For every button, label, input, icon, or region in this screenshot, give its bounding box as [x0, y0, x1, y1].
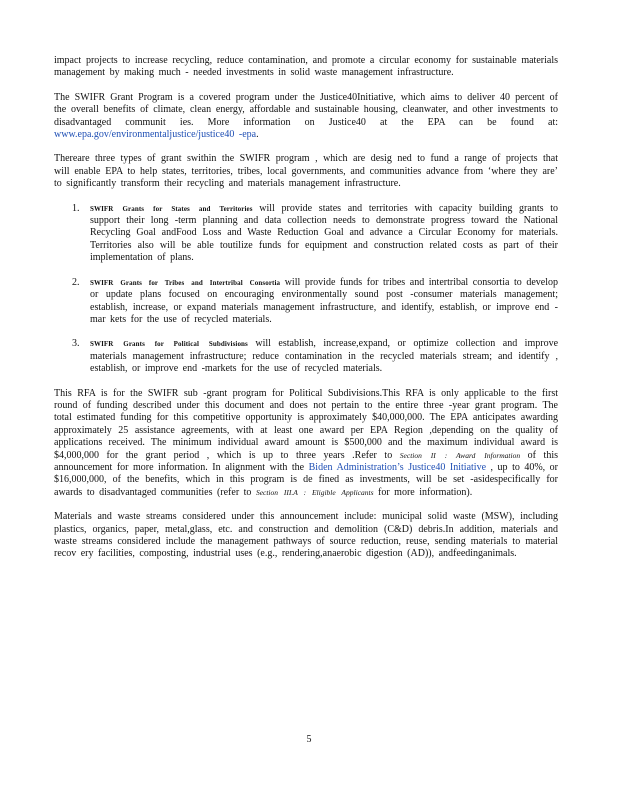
- list-number: 3.: [72, 338, 80, 350]
- biden-justice40-link[interactable]: Biden Administration’s Justice40 Initiative: [308, 461, 487, 473]
- paragraph-justice40: [54, 92, 558, 142]
- paragraph-rfa-funding: [54, 388, 558, 500]
- list-item-tribes-consortia: [54, 277, 558, 327]
- grant-types-list: [54, 203, 558, 376]
- paragraph-intro-continued: impact projects to increase recycling, reduce contamination, and promote a circular economy for sustainable materials management by making much - needed investments in solid waste management infrastructure.: [54, 55, 558, 79]
- paragraph-grant-types: Thereare three types of grant swithin the SWIFR program , which are desig ned to fund a range of projects that will enable EPA to help states, territories, tribes, local governments, and communities advance from ‘where they are’ to significantly transform their recycling and materials management infrastructure.: [54, 153, 558, 190]
- list-item-states-territories: [54, 203, 558, 265]
- rfa-text-d: for more information).: [378, 486, 473, 498]
- rfa-text-b: of this announcement for more information. In alignment with the: [54, 449, 559, 473]
- justice40-link[interactable]: www.epa.gov/environmentaljustice/justice40 -epa: [54, 129, 257, 141]
- page-number: 5: [306, 734, 312, 745]
- list-item-body: will establish, increase,expand, or optimize collection and improve materials management infrastructure; reduce contamination in the recycled materials stream; and identify , establish, or improve end -markets for the use of recycled materials.: [90, 338, 559, 375]
- section-reference-eligible: Section III.A : Eligible Applicants: [255, 487, 374, 497]
- list-number: 1.: [72, 202, 80, 214]
- justice40-text: The SWIFR Grant Program is a covered program under the Justice40Initiative, which aims to deliver 40 percent of the overall benefits of climate, clean energy, affordable and sustainable housing, cleanwater, and other investments to disadvantaged communit ies. More information on Justice40 at the EPA can be found at:: [54, 91, 558, 128]
- list-number: 2.: [72, 276, 80, 288]
- section-reference-award: Section II : Award Information: [399, 450, 521, 460]
- justice40-end: .: [256, 129, 259, 141]
- list-item-heading: SWIFR Grants for States and Territories: [90, 204, 253, 213]
- list-item-heading: SWIFR Grants for Political Subdivisions: [90, 340, 248, 349]
- list-item-political-subdivisions: [54, 338, 558, 375]
- list-item-body: will provide states and territories with capacity building grants to support their long -term planning and data collection needs to demonstrate progress toward the National Recycling Goal andFood Loss and Waste Reduction Goal and advance a Circular Economy for materials. Territories also will be able toutilize funds for equipment and construction related costs as part of their implementation of plans.: [90, 202, 558, 264]
- list-item-body: will provide funds for tribes and intertribal consortia to develop or update plans focused on encouraging environmentally sound post -consumer materials management; establish, increase, or expand materials management infrastructure, and identify, establish, or improve end -mar kets for the use of recycled materials.: [90, 276, 559, 325]
- rfa-text-a: This RFA is for the SWIFR sub -grant program for Political Subdivisions.This RFA is only applicable to the first round of funding described under this document and does not pertain to the entire three -year grant program. The total estimated funding for this competitive opportunity is approximately $40,000,000. The EPA anticipates awarding approximately 25 assistance agreements, with at least one award per EPA Region ,depending on the quality of applications received. The minimum individual award amount is $500,000 and the maximum individual award is $4,000,000 for the grant period , which is up to three years .Refer to: [54, 387, 558, 461]
- paragraph-materials-streams: Materials and waste streams considered under this announcement include: municipal solid waste (MSW), including plastics, organics, paper, metal,glass, etc. and construction and demolition (C&D) debris.In addition, materials and waste streams considered include the management pathways of source reduction, reuse, sending materials to material recov ery facilities, composting, industrial uses (e.g., rendering,anaerobic digestion (AD)), andfeedinganimals.: [54, 511, 558, 560]
- list-item-heading: SWIFR Grants for Tribes and Intertribal Consortia: [90, 278, 281, 287]
- rfa-text-c: , up to 40%, or $16,000,000, of the benefits, which in this program is de fined as investments, will be set -asidespecifically for awards to disadvantaged communities (refer to: [54, 461, 559, 498]
